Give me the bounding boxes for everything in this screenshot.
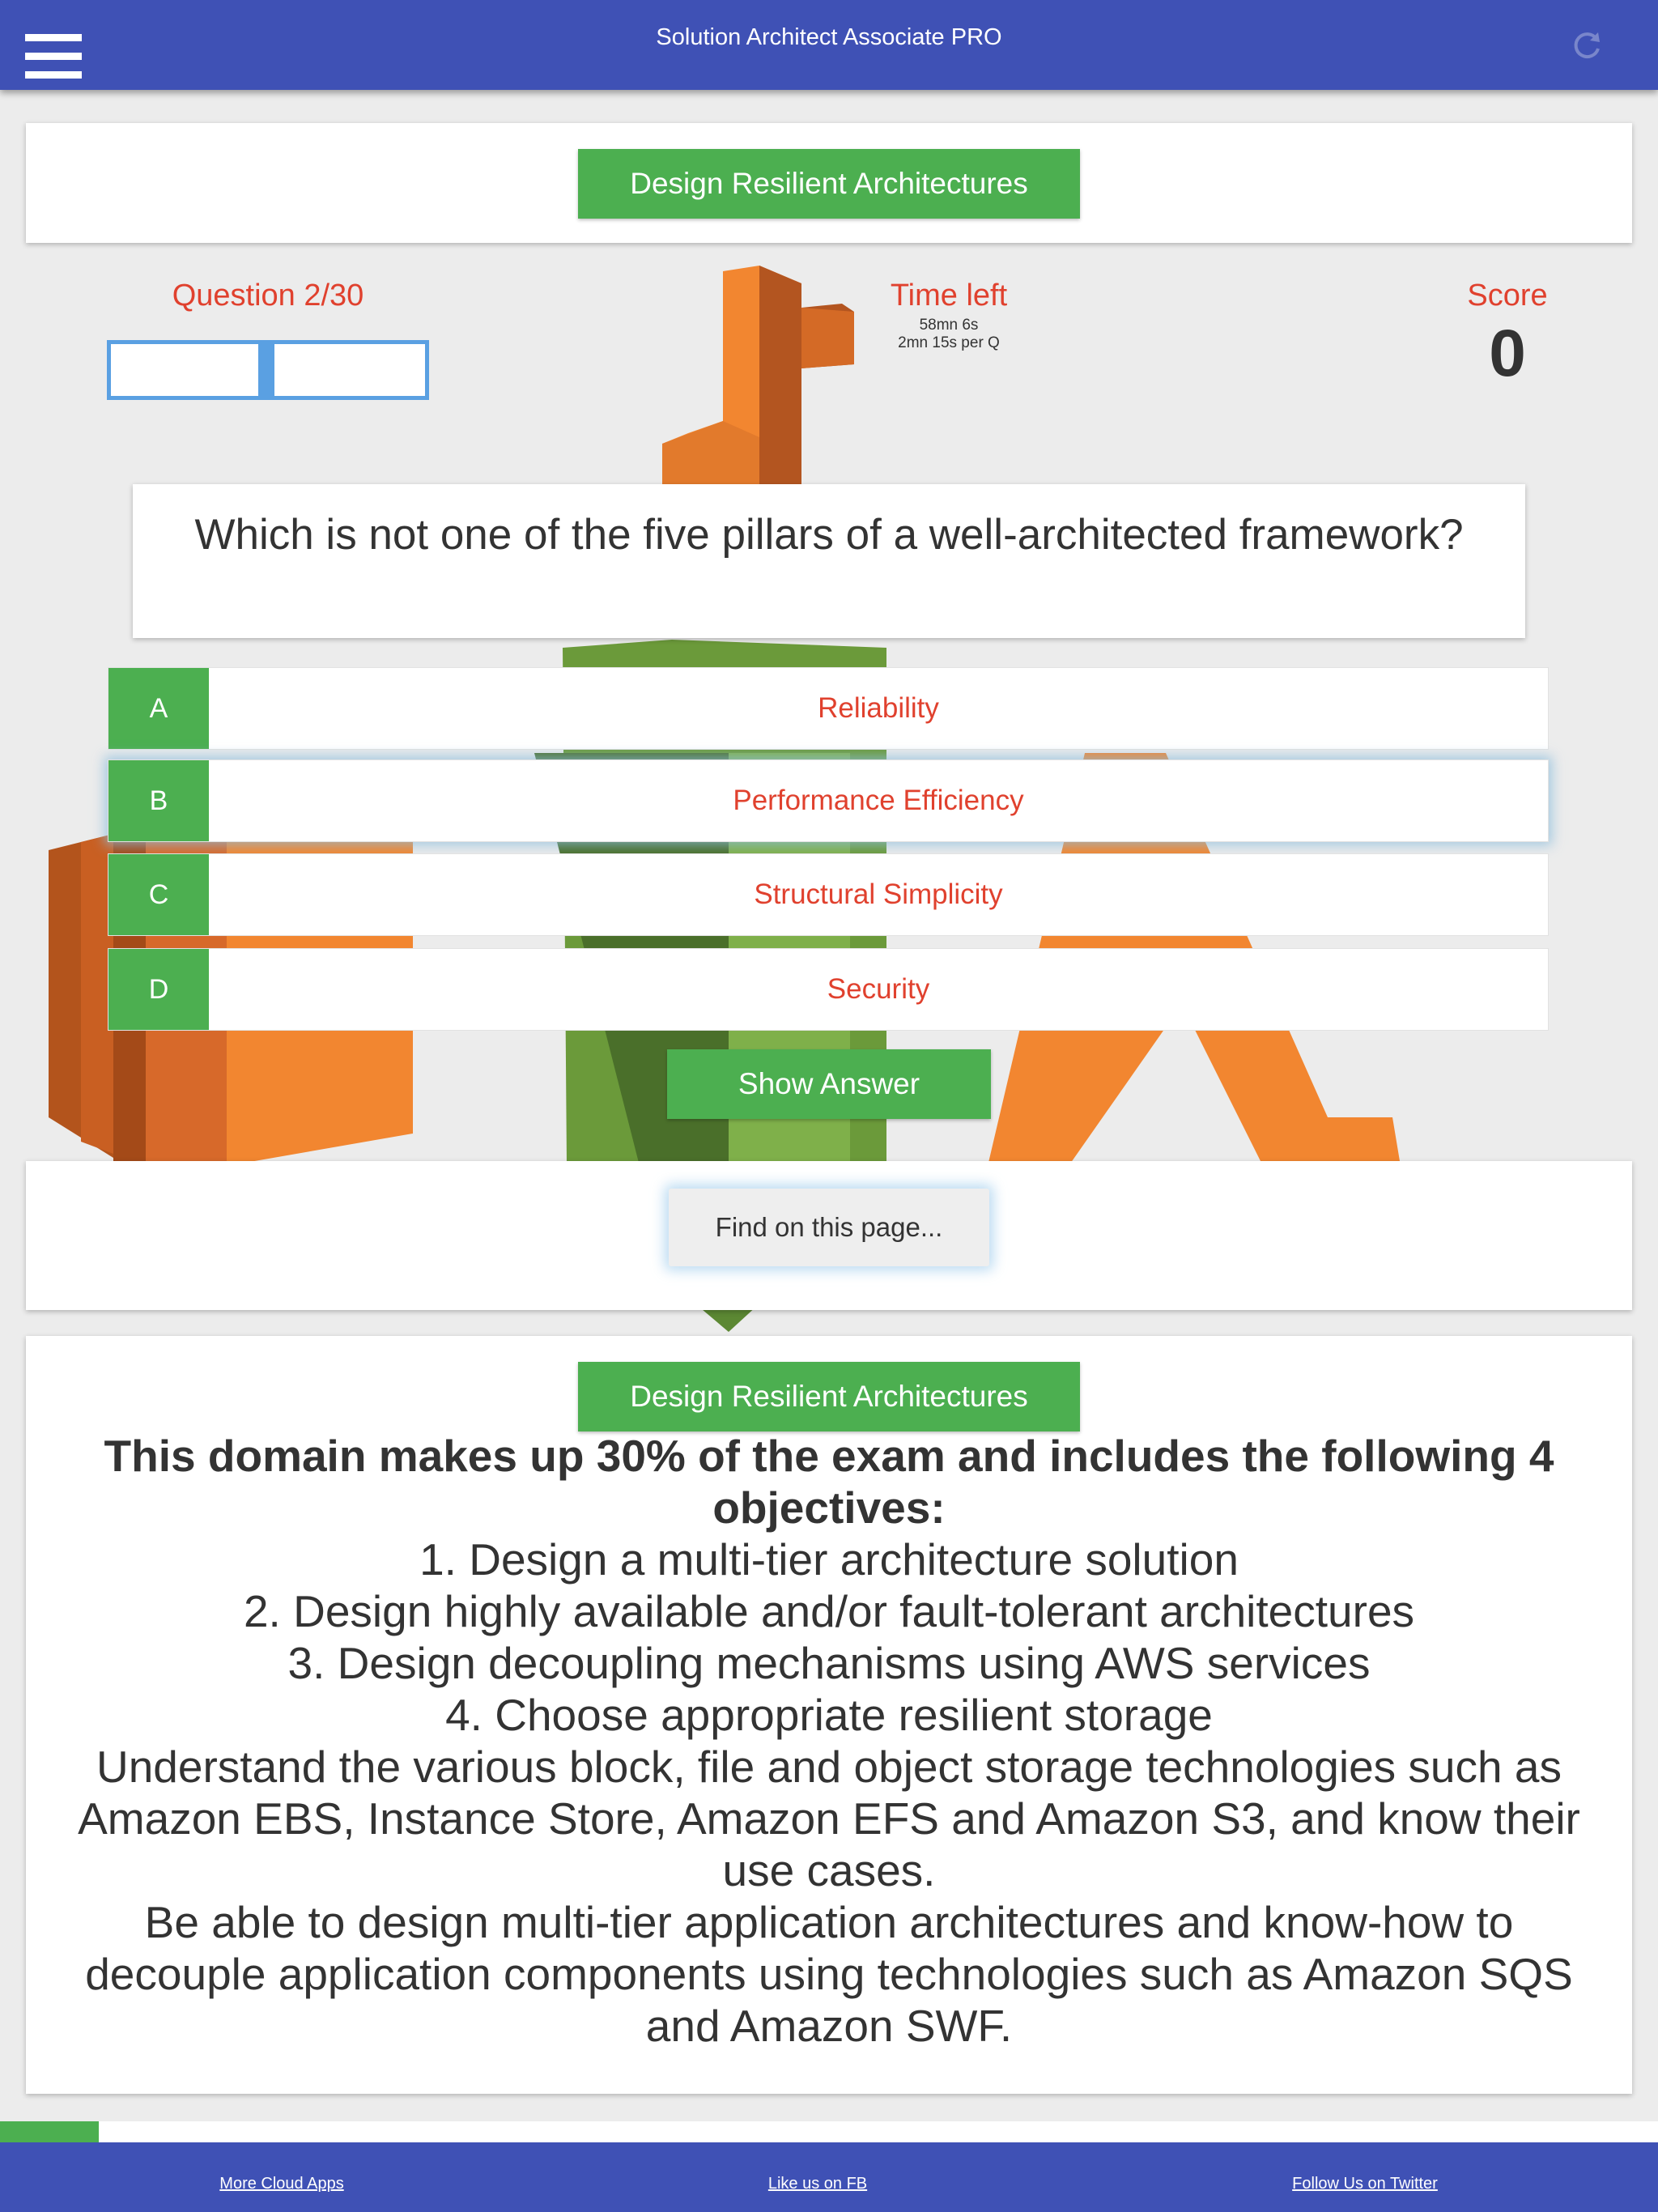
domain-card (26, 123, 1632, 243)
domain-info-button[interactable]: Design Resilient Architectures (578, 1362, 1080, 1431)
bottom-progress-strip (0, 2121, 1658, 2144)
score-label: Score (1467, 279, 1548, 313)
find-on-page-button[interactable]: Find on this page... (669, 1189, 989, 1266)
find-card (26, 1161, 1632, 1310)
option-a[interactable] (108, 667, 1549, 750)
info-paragraph: Understand the various block, file and object storage technologies such as Amazon EBS, Instance Store, Amazon EFS and Amazon S3, and know their use cases. (78, 1742, 1580, 1895)
footer (0, 2142, 1658, 2212)
objective-item: 1. Design a multi-tier architecture solution (419, 1534, 1239, 1585)
question-progress-fill (258, 344, 274, 396)
option-text: Performance Efficiency (733, 785, 1024, 816)
time-per-question: 2mn 15s per Q (898, 334, 1000, 351)
more-cloud-apps-link[interactable]: More Cloud Apps (219, 2175, 344, 2193)
option-text: Reliability (818, 692, 939, 724)
time-left-label: Time left (890, 279, 1008, 313)
objective-item: 2. Design highly available and/or fault-tolerant architectures (243, 1586, 1415, 1636)
question-counter: Question 2/30 (172, 279, 364, 313)
time-remaining: 58mn 6s (919, 317, 979, 334)
objective-item: 4. Choose appropriate resilient storage (445, 1690, 1213, 1740)
option-letter: C (108, 854, 209, 935)
option-c[interactable] (108, 853, 1549, 936)
option-letter: B (108, 760, 209, 841)
option-d[interactable] (108, 948, 1549, 1031)
option-text: Structural Simplicity (754, 878, 1003, 910)
objective-item: 3. Design decoupling mechanisms using AWS services (287, 1638, 1371, 1688)
info-paragraph: Be able to design multi-tier application architectures and know-how to decouple application components using technologies such as Amazon SQS and Amazon SWF. (85, 1897, 1573, 2051)
question-progress-bar (107, 340, 429, 400)
domain-info-text (49, 1430, 1609, 2052)
score-value: 0 (1489, 317, 1526, 390)
option-letter: A (108, 668, 209, 749)
domain-button[interactable]: Design Resilient Architectures (578, 149, 1080, 219)
follow-us-on-twitter-link[interactable]: Follow Us on Twitter (1292, 2175, 1438, 2193)
option-letter: D (108, 949, 209, 1030)
refresh-icon[interactable] (1569, 28, 1605, 63)
app-title: Solution Architect Associate PRO (656, 24, 1002, 50)
info-heading: This domain makes up 30% of the exam and includes the following 4 objectives: (104, 1431, 1554, 1533)
option-text: Security (827, 973, 930, 1005)
option-b[interactable] (108, 759, 1549, 842)
like-us-on-fb-link[interactable]: Like us on FB (767, 2175, 868, 2193)
question-text: Which is not one of the five pillars of a well-architected framework? (133, 484, 1525, 638)
bottom-progress-fill (0, 2121, 99, 2144)
show-answer-button[interactable]: Show Answer (667, 1049, 991, 1119)
app-bar (0, 0, 1658, 90)
